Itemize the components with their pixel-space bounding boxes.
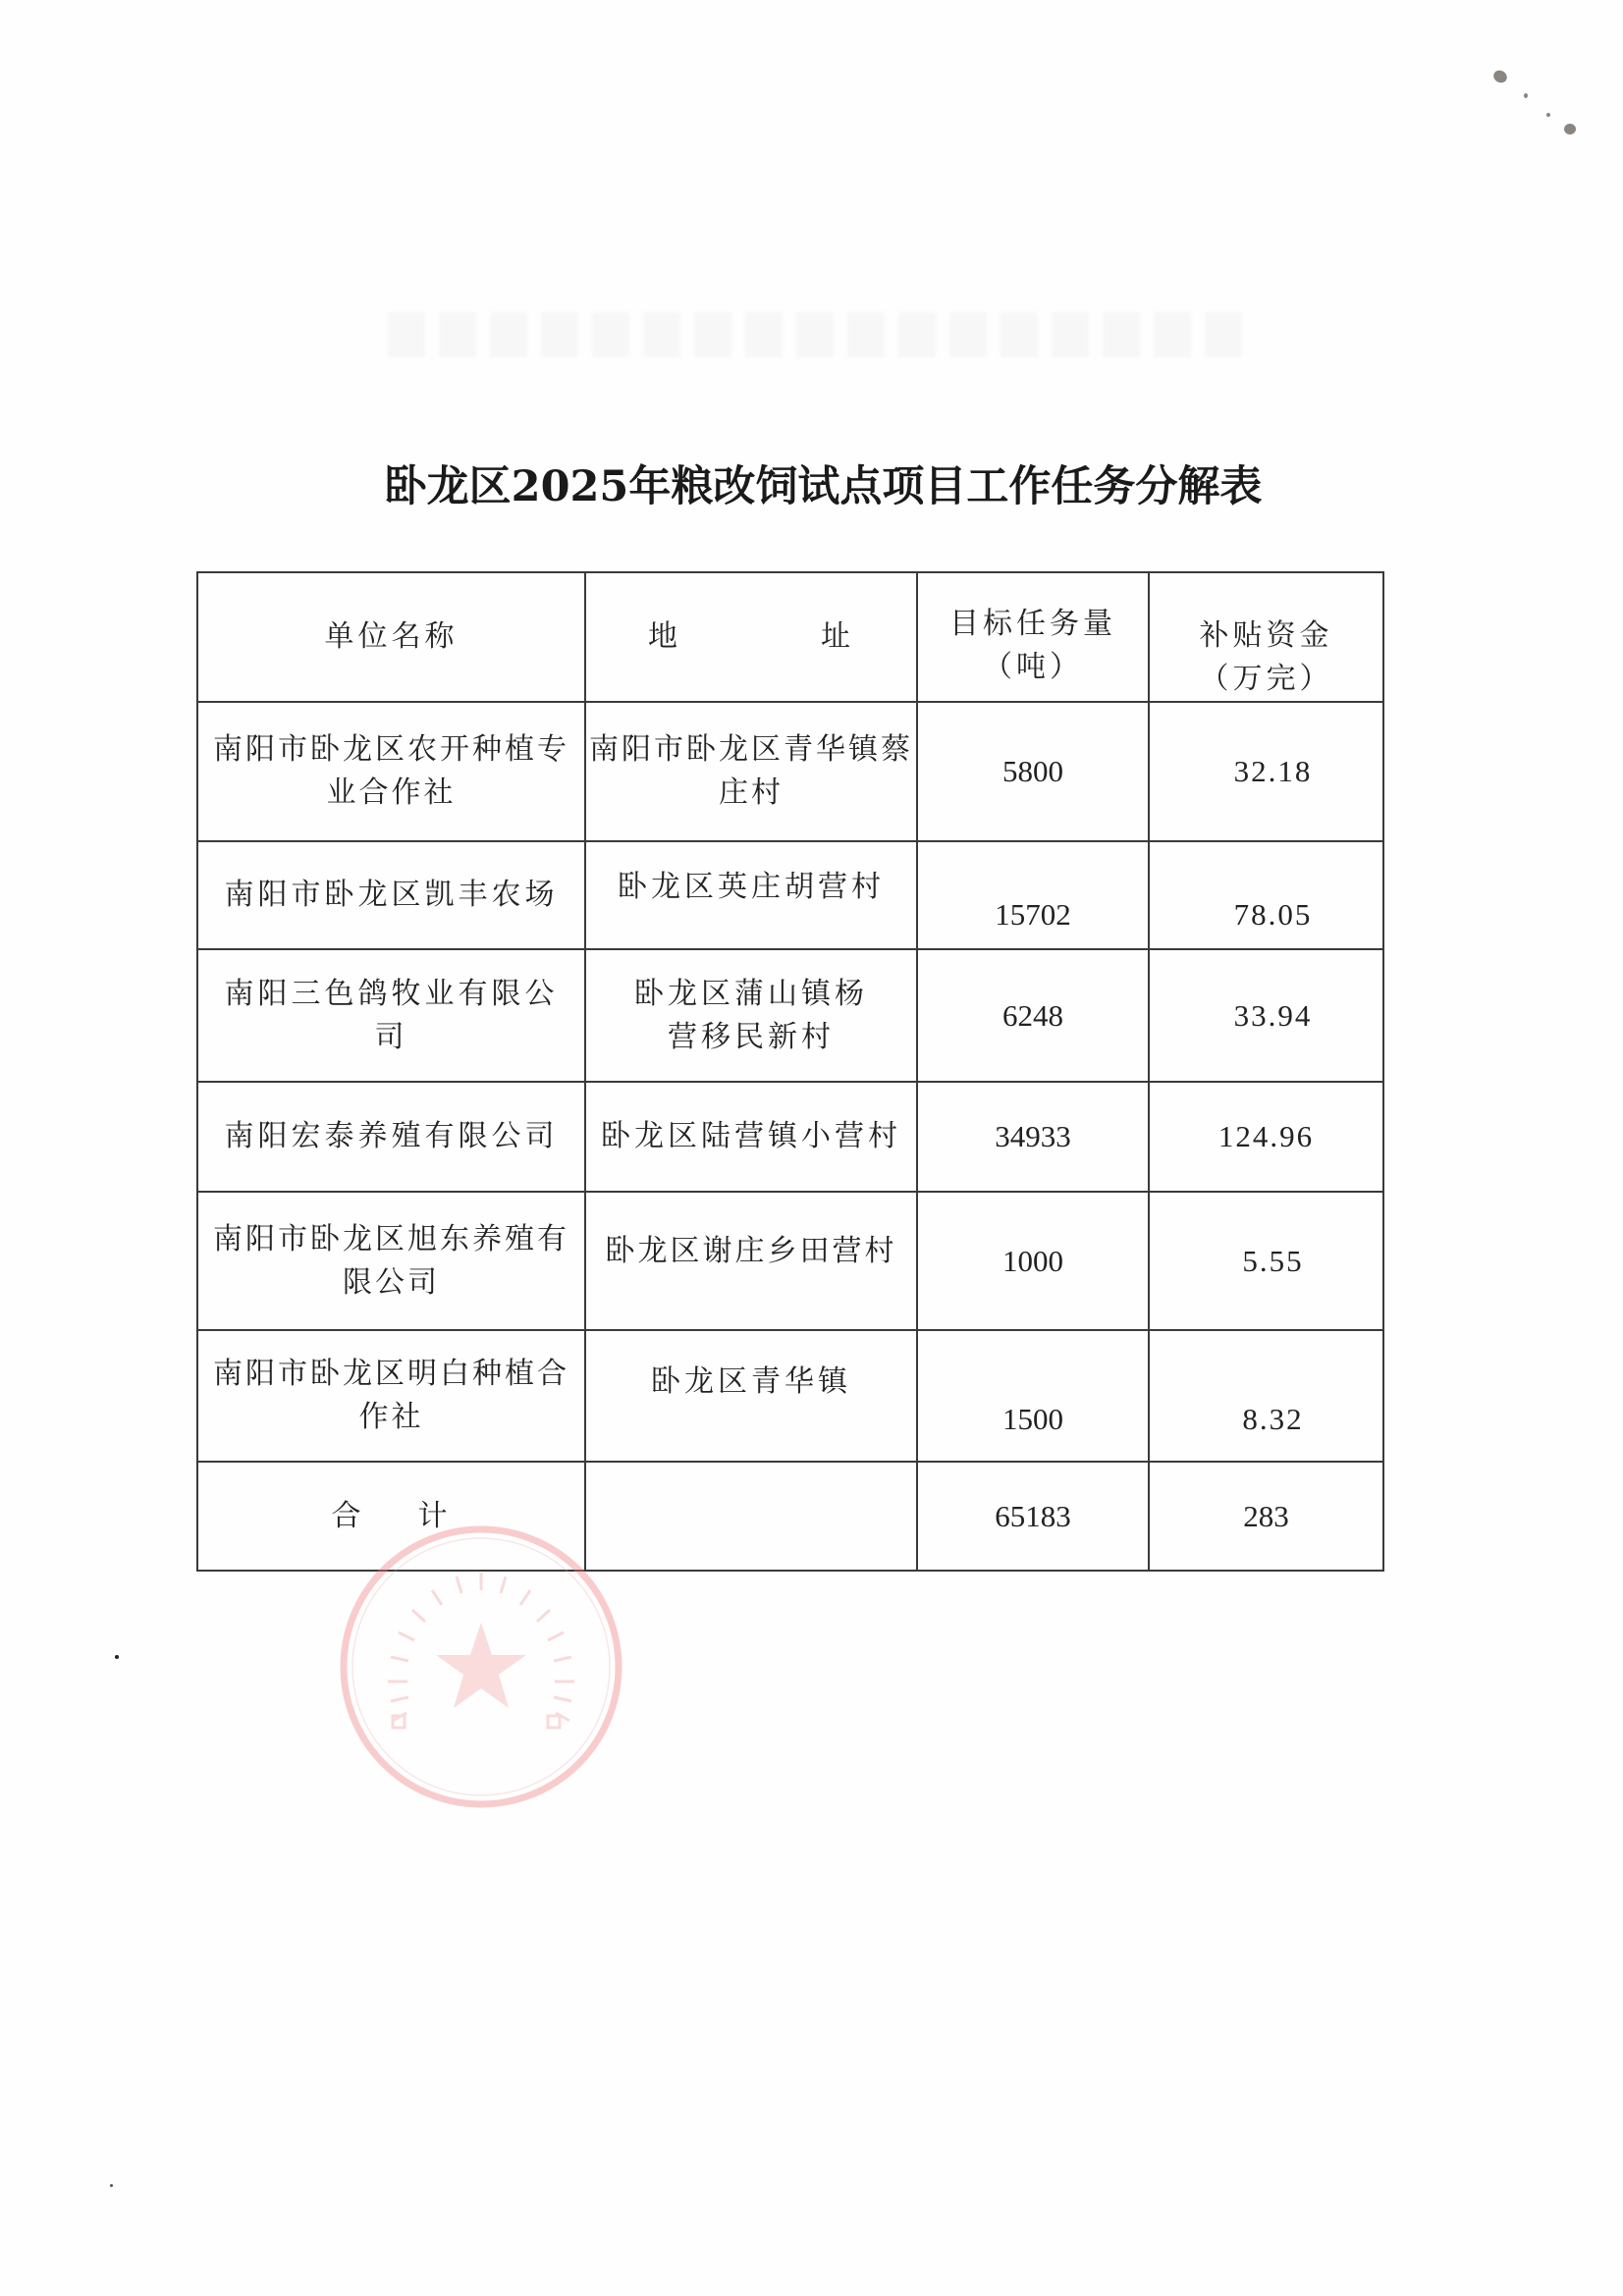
cell-total-address bbox=[585, 1462, 917, 1571]
table-total-row bbox=[197, 1462, 1383, 1571]
scan-speck bbox=[1546, 113, 1550, 117]
scan-speck bbox=[110, 2184, 113, 2187]
cell-address: 卧龙区蒲山镇杨营移民新村 bbox=[585, 949, 917, 1082]
scan-speck bbox=[1491, 68, 1509, 84]
table-header-row bbox=[197, 572, 1383, 702]
cell-target-tons: 1000 bbox=[917, 1192, 1149, 1330]
cell-unit-name: 南阳市卧龙区明白种植合作社 bbox=[197, 1330, 585, 1462]
task-breakdown-table bbox=[196, 571, 1384, 1572]
cell-unit-name: 南阳市卧龙区凯丰农场 bbox=[197, 841, 585, 949]
cell-total-subsidy: 283 bbox=[1149, 1462, 1383, 1571]
cell-unit-name: 南阳宏泰养殖有限公司 bbox=[197, 1082, 585, 1192]
cell-address: 卧龙区谢庄乡田营村 bbox=[585, 1192, 917, 1330]
cell-target-tons: 6248 bbox=[917, 949, 1149, 1082]
cell-total-target-tons: 65183 bbox=[917, 1462, 1149, 1571]
cell-address: 卧龙区青华镇 bbox=[585, 1330, 917, 1462]
table-row bbox=[197, 1192, 1383, 1330]
cell-subsidy: 8.32 bbox=[1149, 1330, 1383, 1462]
table-row bbox=[197, 1330, 1383, 1462]
scan-speck bbox=[1524, 93, 1528, 98]
seal-star-icon bbox=[436, 1623, 526, 1708]
bleed-through-text bbox=[388, 312, 1242, 357]
cell-unit-name: 南阳市卧龙区农开种植专业合作社 bbox=[197, 702, 585, 841]
cell-target-tons: 34933 bbox=[917, 1082, 1149, 1192]
cell-subsidy: 124.96 bbox=[1149, 1082, 1383, 1192]
table-row bbox=[197, 949, 1383, 1082]
cell-address: 南阳市卧龙区青华镇蔡庄村 bbox=[585, 702, 917, 841]
cell-address: 卧龙区陆营镇小营村 bbox=[585, 1082, 917, 1192]
cell-total-label: 合计 bbox=[197, 1462, 585, 1571]
scan-speck bbox=[115, 1655, 119, 1659]
header-subsidy: 补贴资金 （万完） bbox=[1149, 572, 1383, 702]
header-address: 地 址 bbox=[585, 572, 917, 702]
header-unit-name: 单位名称 bbox=[197, 572, 585, 702]
cell-target-tons: 15702 bbox=[917, 841, 1149, 949]
scan-speck bbox=[1564, 124, 1576, 134]
cell-target-tons: 1500 bbox=[917, 1330, 1149, 1462]
cell-address: 卧龙区英庄胡营村 bbox=[585, 841, 917, 949]
cell-subsidy: 32.18 bbox=[1149, 702, 1383, 841]
cell-unit-name: 南阳市卧龙区旭东养殖有限公司 bbox=[197, 1192, 585, 1330]
cell-subsidy: 5.55 bbox=[1149, 1192, 1383, 1330]
cell-subsidy: 78.05 bbox=[1149, 841, 1383, 949]
cell-target-tons: 5800 bbox=[917, 702, 1149, 841]
cell-unit-name: 南阳三色鸽牧业有限公司 bbox=[197, 949, 585, 1082]
header-target-tons: 目标任务量 （吨） bbox=[917, 572, 1149, 702]
document-title: 卧龙区2025年粮改饲试点项目工作任务分解表 bbox=[384, 462, 1263, 511]
table-row bbox=[197, 1082, 1383, 1192]
table-row bbox=[197, 702, 1383, 841]
table-row bbox=[197, 841, 1383, 949]
cell-subsidy: 33.94 bbox=[1149, 949, 1383, 1082]
